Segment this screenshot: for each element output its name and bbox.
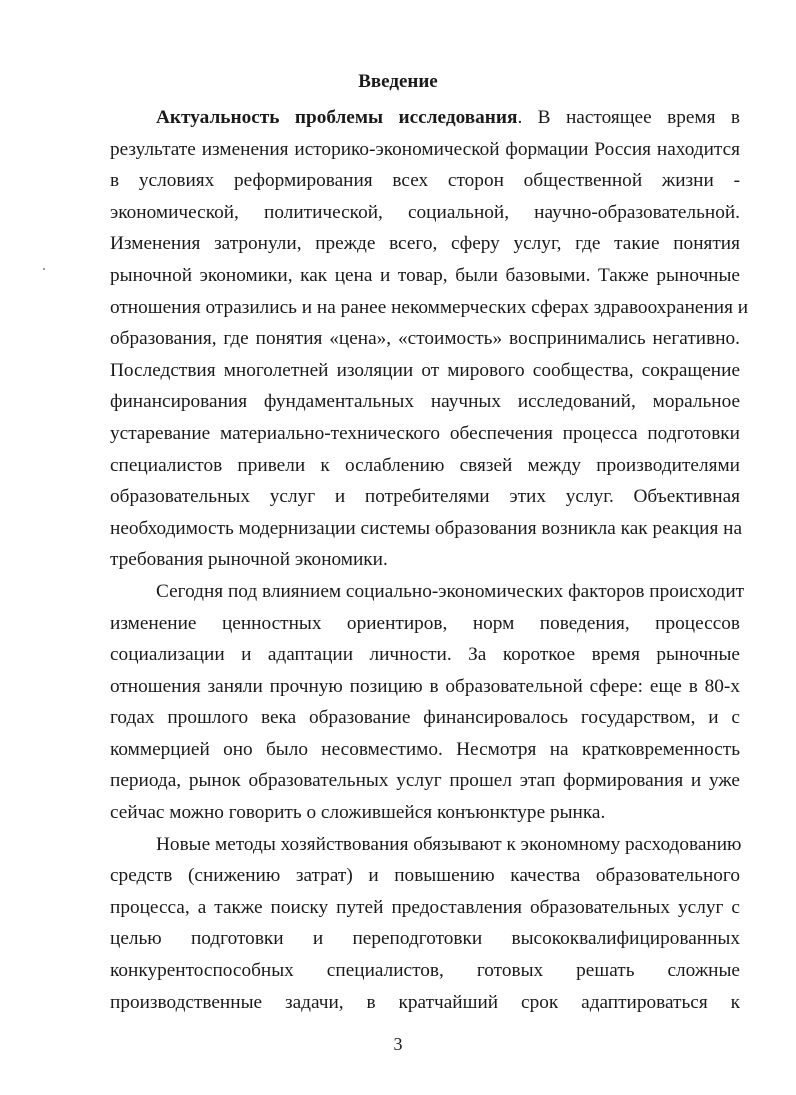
text-line: образовательных услуг и потребителями этих услуг. Объективная: [110, 486, 740, 508]
section-title: Введение: [358, 71, 438, 92]
text-line: необходимость модернизации системы образования возникла как реакция на: [110, 517, 743, 539]
lead-heading: Актуальность проблемы исследования: [156, 107, 518, 128]
text-line: экономической, политической, социальной, научно-образовательной.: [110, 201, 740, 223]
text-line: Сегодня под влиянием социально-экономических факторов происходит: [156, 580, 745, 602]
text-line: Новые методы хозяйствования обязывают к экономному расходованию: [156, 833, 742, 855]
body-text: [110, 102, 749, 1018]
text-line: образования, где понятия «цена», «стоимость» воспринимались негативно.: [110, 328, 740, 350]
text-line: в условиях реформирования всех сторон общественной жизни -: [110, 170, 740, 192]
text-line: годах прошлого века образование финансировалось государством, и с: [110, 707, 740, 729]
text-line: конкурентоспособных специалистов, готовых решать сложные: [110, 960, 740, 982]
text-line: отношения отразились и на ранее некоммерческих сферах здравоохранения и: [110, 296, 749, 318]
text-line: целью подготовки и переподготовки высококвалифицированных: [110, 928, 740, 950]
text-line: сейчас можно говорить о сложившейся конъюнктуре рынка.: [110, 802, 606, 824]
scan-speck: [43, 268, 45, 270]
page-number: 3: [393, 1034, 403, 1054]
text-line: Актуальность проблемы исследования. В настоящее время в: [156, 107, 740, 128]
text-line: коммерцией оно было несовместимо. Несмотря на кратковременность: [110, 738, 740, 760]
text-line: отношения заняли прочную позицию в образовательной сфере: еще в 80-х: [110, 675, 740, 697]
text-line: результате изменения историко-экономической формации Россия находится: [110, 138, 740, 160]
paragraph-new-methods: [110, 829, 740, 1019]
text-line: специалистов привели к ослаблению связей между производителями: [110, 454, 740, 476]
text-line: производственные задачи, в кратчайший срок адаптироваться к: [110, 991, 740, 1013]
paragraph-socioeconomic: [110, 576, 745, 829]
text-line: изменение ценностных ориентиров, норм поведения, процессов: [110, 612, 740, 634]
text-line: Изменения затронули, прежде всего, сферу услуг, где такие понятия: [110, 233, 740, 255]
text-line: процесса, а также поиску путей предоставления образовательных услуг с: [110, 896, 740, 918]
paragraph-relevance: [110, 102, 749, 576]
text-line: рыночной экономики, как цена и товар, были базовыми. Также рыночные: [110, 264, 740, 286]
text-line: средств (снижению затрат) и повышению качества образовательного: [110, 865, 740, 887]
text-line: финансирования фундаментальных научных исследований, моральное: [110, 391, 740, 413]
text-line: периода, рынок образовательных услуг прошел этап формирования и уже: [110, 770, 740, 792]
text-line: требования рыночной экономики.: [110, 549, 388, 571]
text-line: социализации и адаптации личности. За короткое время рыночные: [110, 644, 740, 666]
text-line: Последствия многолетней изоляции от мирового сообщества, сокращение: [110, 359, 740, 381]
text-line: устаревание материально-технического обеспечения процесса подготовки: [110, 422, 740, 444]
